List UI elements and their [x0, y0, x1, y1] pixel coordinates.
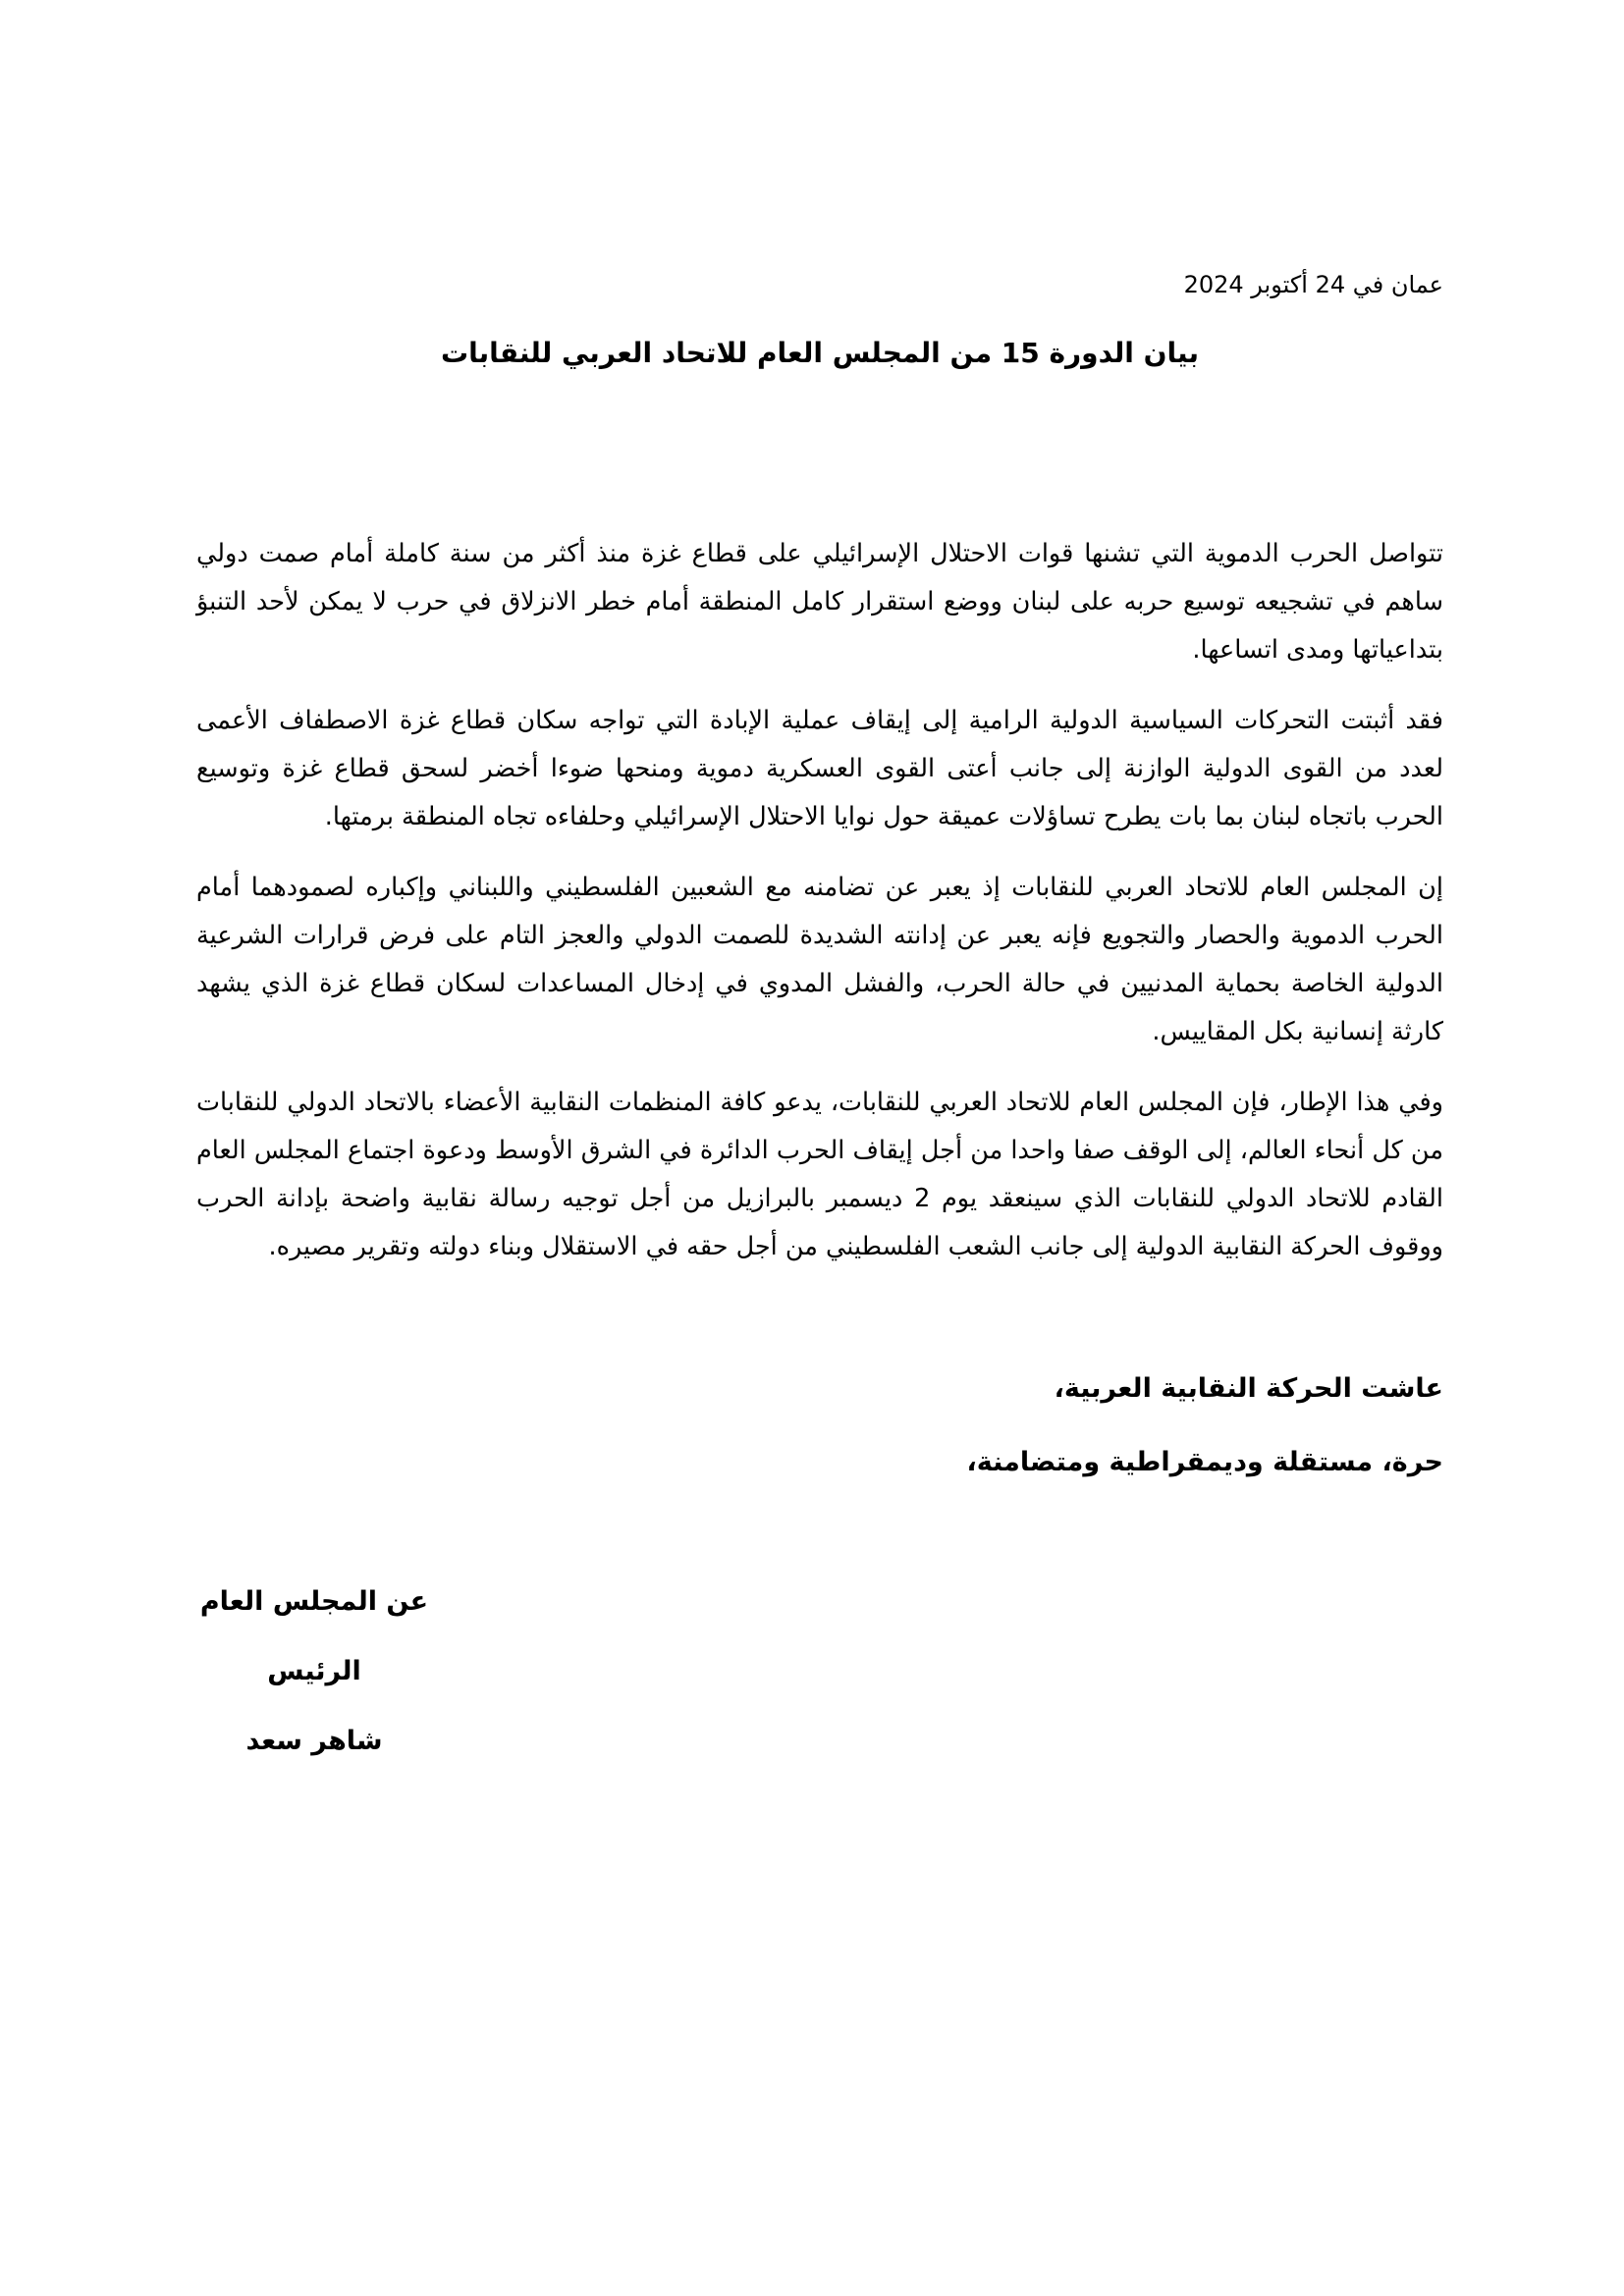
document-title: بيان الدورة 15 من المجلس العام للاتحاد العربي للنقابات	[441, 337, 1199, 369]
paragraph-4: وفي هذا الإطار، فإن المجلس العام للاتحاد العربي للنقابات، يدعو كافة المنظمات النقابية الأعضاء بالاتحاد الدولي للنقابات من كل أنحاء العالم، إلى الوقف صفا واحدا من أجل إيقاف الحرب الدائرة في الشرق الأوسط ودعوة اجتماع المجلس العام القادم للاتحاد الدولي للنقابات الذي سينعقد يوم 2 ديسمبر بالبرازيل من أجل توجيه رسالة نقابية واضحة بإدانة الحرب ووقوف الحركة النقابية الدولية إلى جانب الشعب الفلسطيني من أجل حقه في الاستقلال وبناء دولته وتقرير مصيره.	[196, 1088, 1443, 1261]
statement-body	[196, 530, 1443, 1294]
paragraph-3: إن المجلس العام للاتحاد العربي للنقابات إذ يعبر عن تضامنه مع الشعبين الفلسطيني واللبناني وإكباره لصمودهما أمام الحرب الدموية والحصار والتجويع فإنه يعبر عن إدانته الشديدة للصمت الدولي والعجز التام على فرض قرارات الشرعية الدولية الخاصة بحماية المدنيين في حالة الحرب، والفشل المدوي في إدخال المساعدات لسكان قطاع غزة الذي يشهد كارثة إنسانية بكل المقاييس.	[196, 873, 1443, 1046]
date-line: عمان في 24 أكتوبر 2024	[1183, 271, 1443, 298]
paragraph-2: فقد أثبتت التحركات السياسية الدولية الرامية إلى إيقاف عملية الإبادة التي تواجه سكان قطاع غزة الاصطفاف الأعمى لعدد من القوى الدولية الوازنة إلى جانب أعتى القوى العسكرية دموية ومنحها ضوءا أخضر لسحق قطاع غزة وتوسيع الحرب باتجاه لبنان بما بات يطرح تساؤلات عميقة حول نوايا الاحتلال الإسرائيلي وحلفاءه تجاه المنطقة برمتها.	[196, 706, 1443, 831]
slogan-line-2: حرة، مستقلة وديمقراطية ومتضامنة،	[966, 1447, 1443, 1477]
signature-name: شاهر سعد	[245, 1726, 383, 1756]
signature-block	[108, 1582, 520, 1791]
signature-on-behalf: عن المجلس العام	[199, 1586, 429, 1617]
signature-role: الرئيس	[267, 1656, 361, 1686]
paragraph-1: تتواصل الحرب الدموية التي تشنها قوات الاحتلال الإسرائيلي على قطاع غزة منذ أكثر من سنة كاملة أمام صمت دولي ساهم في تشجيعه توسيع حربه على لبنان ووضع استقرار كامل المنطقة أمام خطر الانزلاق في حرب لا يمكن لأحد التنبؤ بتداعياتها ومدى اتساعها.	[196, 539, 1443, 665]
slogan-line-1: عاشت الحركة النقابية العربية،	[1054, 1373, 1443, 1404]
